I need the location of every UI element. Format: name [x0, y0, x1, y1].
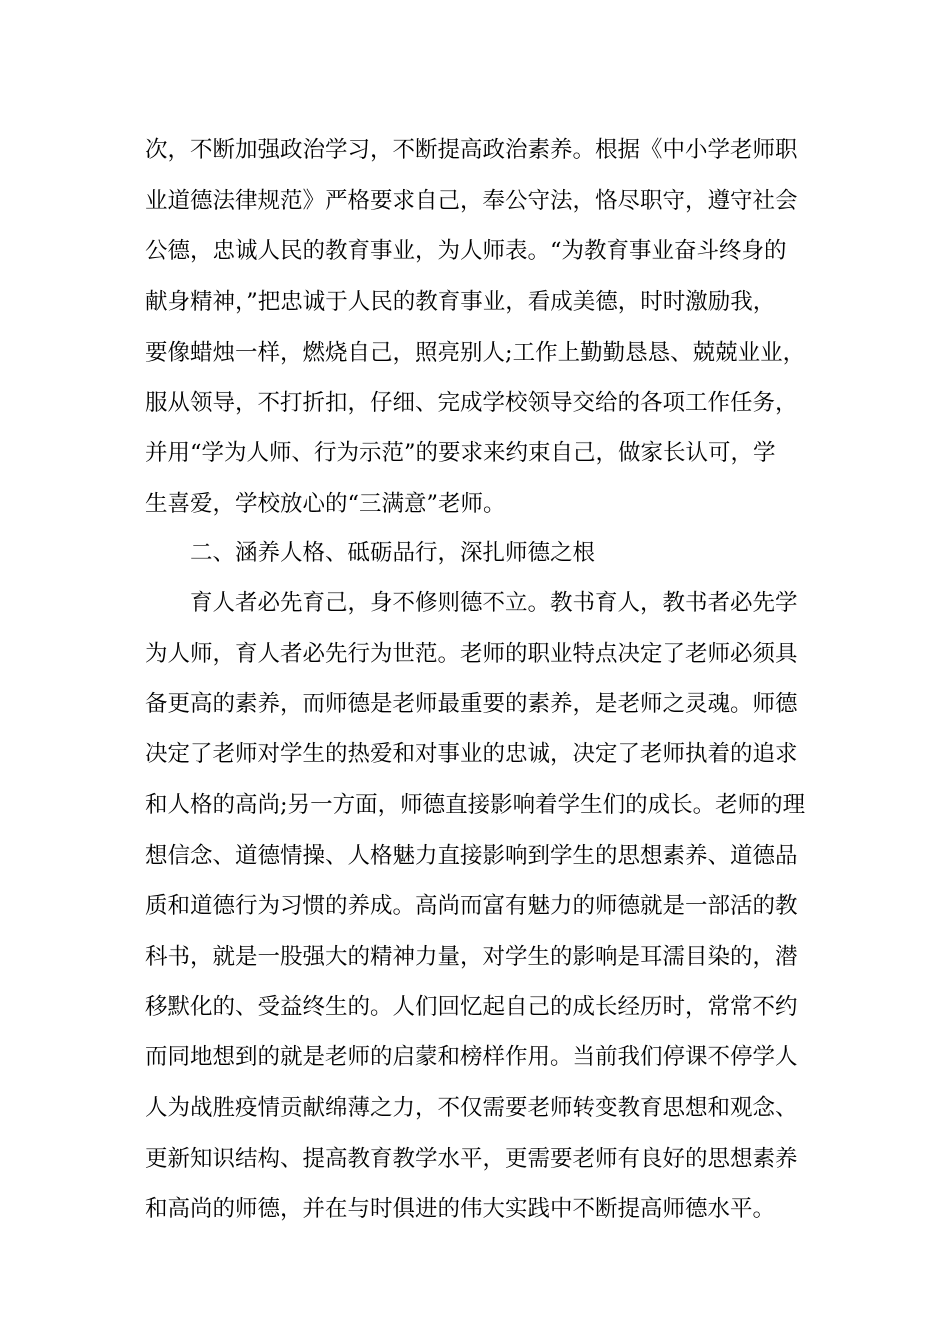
section-heading: 二、涵养人格、砥砺品行，深扎师德之根 — [190, 540, 596, 566]
text-line: 科书，就是一股强大的精神力量，对学生的影响是耳濡目染的，潜 — [145, 944, 798, 970]
text-line: 服从领导，不打折扣，仔细、完成学校领导交给的各项工作任务， — [145, 390, 798, 416]
text-line: 公德，忠诚人民的教育事业，为人师表。“为教育事业奋斗终身的 — [145, 238, 787, 264]
text-line: 而同地想到的就是老师的启蒙和榜样作用。当前我们停课不停学人 — [145, 1044, 798, 1070]
text-line: 并用“学为人师、行为示范”的要求来约束自己，做家长认可，学 — [145, 440, 776, 466]
text-line: 质和道德行为习惯的养成。高尚而富有魅力的师德就是一部活的教 — [145, 893, 798, 919]
text-line: 献身精神，”把忠诚于人民的教育事业，看成美德，时时激励我， — [145, 289, 776, 315]
text-line: 要像蜡烛一样，燃烧自己，照亮别人;工作上勤勤恳恳、兢兢业业， — [145, 340, 806, 366]
text-line: 和高尚的师德，并在与时俱进的伟大实践中不断提高师德水平。 — [145, 1196, 776, 1222]
text-line: 备更高的素养，而师德是老师最重要的素养，是老师之灵魂。师德 — [145, 691, 798, 717]
text-line: 业道德法律规范》严格要求自己，奉公守法，恪尽职守，遵守社会 — [145, 188, 798, 214]
text-line: 次，不断加强政治学习，不断提高政治素养。根据《中小学老师职 — [145, 137, 798, 163]
text-line: 为人师，育人者必先行为世范。老师的职业特点决定了老师必须具 — [145, 641, 798, 667]
text-line: 人为战胜疫情贡献绵薄之力，不仅需要老师转变教育思想和观念、 — [145, 1095, 798, 1121]
text-line: 决定了老师对学生的热爱和对事业的忠诚，决定了老师执着的追求 — [145, 741, 798, 767]
text-line: 移默化的、受益终生的。人们回忆起自己的成长经历时，常常不约 — [145, 994, 798, 1020]
text-line: 和人格的高尚;另一方面，师德直接影响着学生们的成长。老师的理 — [145, 792, 806, 818]
text-line: 更新知识结构、提高教育教学水平，更需要老师有良好的思想素养 — [145, 1146, 798, 1172]
text-line: 生喜爱，学校放心的“三满意”老师。 — [145, 491, 506, 517]
text-line: 想信念、道德情操、人格魅力直接影响到学生的思想素养、道德品 — [145, 843, 798, 869]
text-line: 育人者必先育己，身不修则德不立。教书育人，教书者必先学 — [190, 590, 798, 616]
